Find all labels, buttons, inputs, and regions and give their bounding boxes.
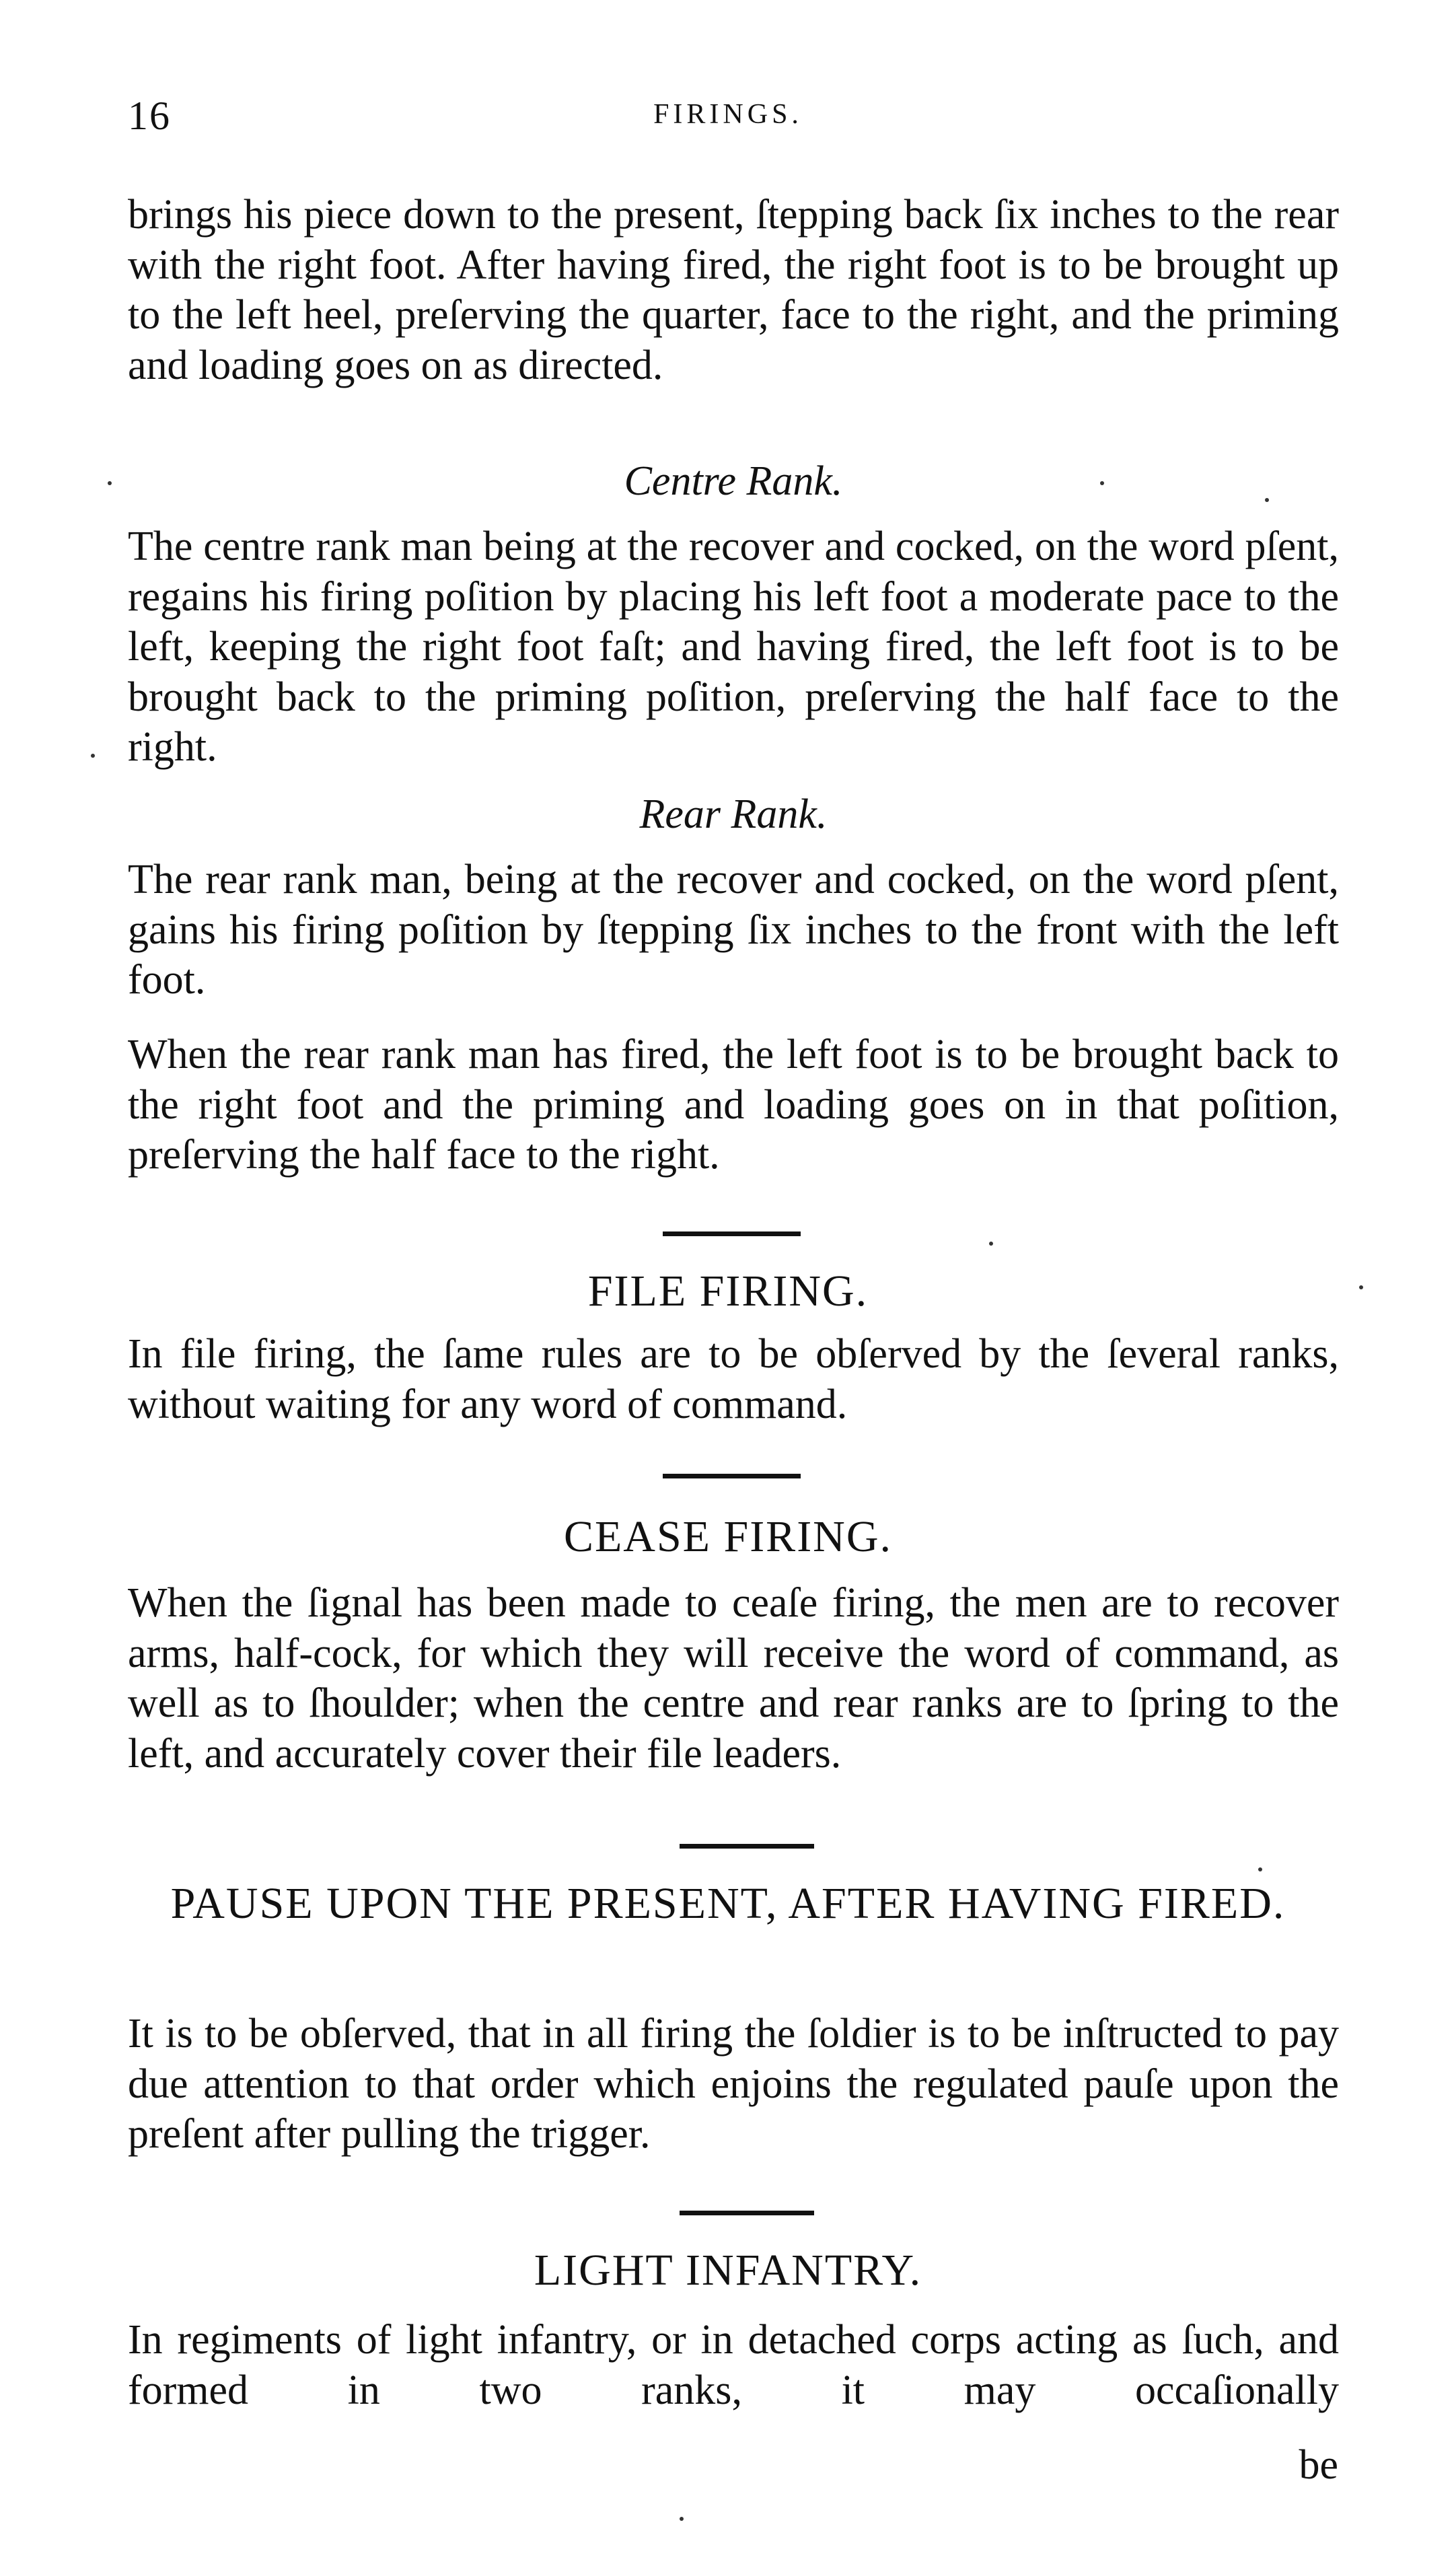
print-speck bbox=[680, 2517, 684, 2521]
paragraph-pause-upon-present bbox=[128, 2009, 1339, 2159]
paragraph-file-firing bbox=[128, 1329, 1339, 1429]
paragraph-cease-firing bbox=[128, 1578, 1339, 1779]
heading-pause-upon-present: PAUSE UPON THE PRESENT, AFTER HAVING FIRED. bbox=[170, 1879, 1286, 1928]
print-speck bbox=[91, 754, 95, 758]
heading-file-firing: FILE FIRING. bbox=[587, 1266, 869, 1316]
print-speck bbox=[1265, 498, 1269, 502]
heading-light-infantry: LIGHT INFANTRY. bbox=[534, 2246, 922, 2295]
paragraph-text: When the rear rank man has fired, the left foot is to be brought back to the right foot and the priming and loading goes on in that poſition, preſerving the half face to the right. bbox=[128, 1032, 1339, 1178]
paragraph-text: brings his piece down to the present, ſtepping back ſix inches to the rear with the right foot. After having fired, the right foot is to be brought up to the left heel, preſerving the quarter, face to the right, and the priming and loading goes on as directed. bbox=[128, 192, 1339, 388]
paragraph-centre-rank bbox=[128, 522, 1339, 773]
paragraph-text: When the ſignal has been made to ceaſe firing, the men are to recover arms, half-cock, for which they will receive the word of command, as well as to ſhoulder; when the centre and rear ranks are to ſpring to the left, and accurately cover their file leaders. bbox=[128, 1580, 1339, 1777]
catchword: be bbox=[1299, 2442, 1338, 2488]
section-rule bbox=[680, 2211, 814, 2215]
print-speck bbox=[108, 481, 112, 485]
print-speck bbox=[1258, 1867, 1262, 1871]
paragraph-rear-rank-fired bbox=[128, 1030, 1339, 1180]
subheading-centre-rank: Centre Rank. bbox=[624, 458, 843, 504]
paragraph-text: The centre rank man being at the recover and cocked, on the word pſent, regains his firing poſition by placing his left foot a moderate pace to the left, keeping the right foot faſt; and having fired, the left foot is to be brought back to the priming poſition, preſerving the half face to the right. bbox=[128, 524, 1339, 770]
section-rule bbox=[680, 1844, 814, 1849]
page-number: 16 bbox=[128, 94, 171, 138]
paragraph-text: It is to be obſerved, that in all firing the ſoldier is to be inſtructed to pay due attention to that order which enjoins the regulated pauſe upon the preſent after pulling the trigger. bbox=[128, 2011, 1339, 2157]
print-speck bbox=[989, 1242, 993, 1246]
heading-cease-firing: CEASE FIRING. bbox=[563, 1512, 893, 1561]
paragraph-text: In file firing, the ſame rules are to be obſerved by the ſeveral ranks, without waiting for any word of command. bbox=[128, 1331, 1339, 1427]
paragraph-rear-rank bbox=[128, 855, 1339, 1005]
print-speck bbox=[1100, 481, 1104, 485]
running-head: FIRINGS. bbox=[653, 99, 803, 130]
subheading-rear-rank: Rear Rank. bbox=[639, 791, 828, 837]
paragraph-front-rank-continued bbox=[128, 190, 1339, 390]
section-rule bbox=[663, 1231, 801, 1236]
paragraph-text: The rear rank man, being at the recover and cocked, on the word pſent, gains his firing poſition by ſtepping ſix inches to the front with the left foot. bbox=[128, 857, 1339, 1003]
section-rule bbox=[663, 1474, 801, 1478]
page-header bbox=[128, 87, 1328, 141]
print-speck bbox=[1359, 1285, 1363, 1289]
paragraph-text: In regiments of light infantry, or in detached corps acting as ſuch, and formed in two ranks, it may occaſionally bbox=[128, 2317, 1339, 2413]
paragraph-light-infantry bbox=[128, 2315, 1339, 2415]
